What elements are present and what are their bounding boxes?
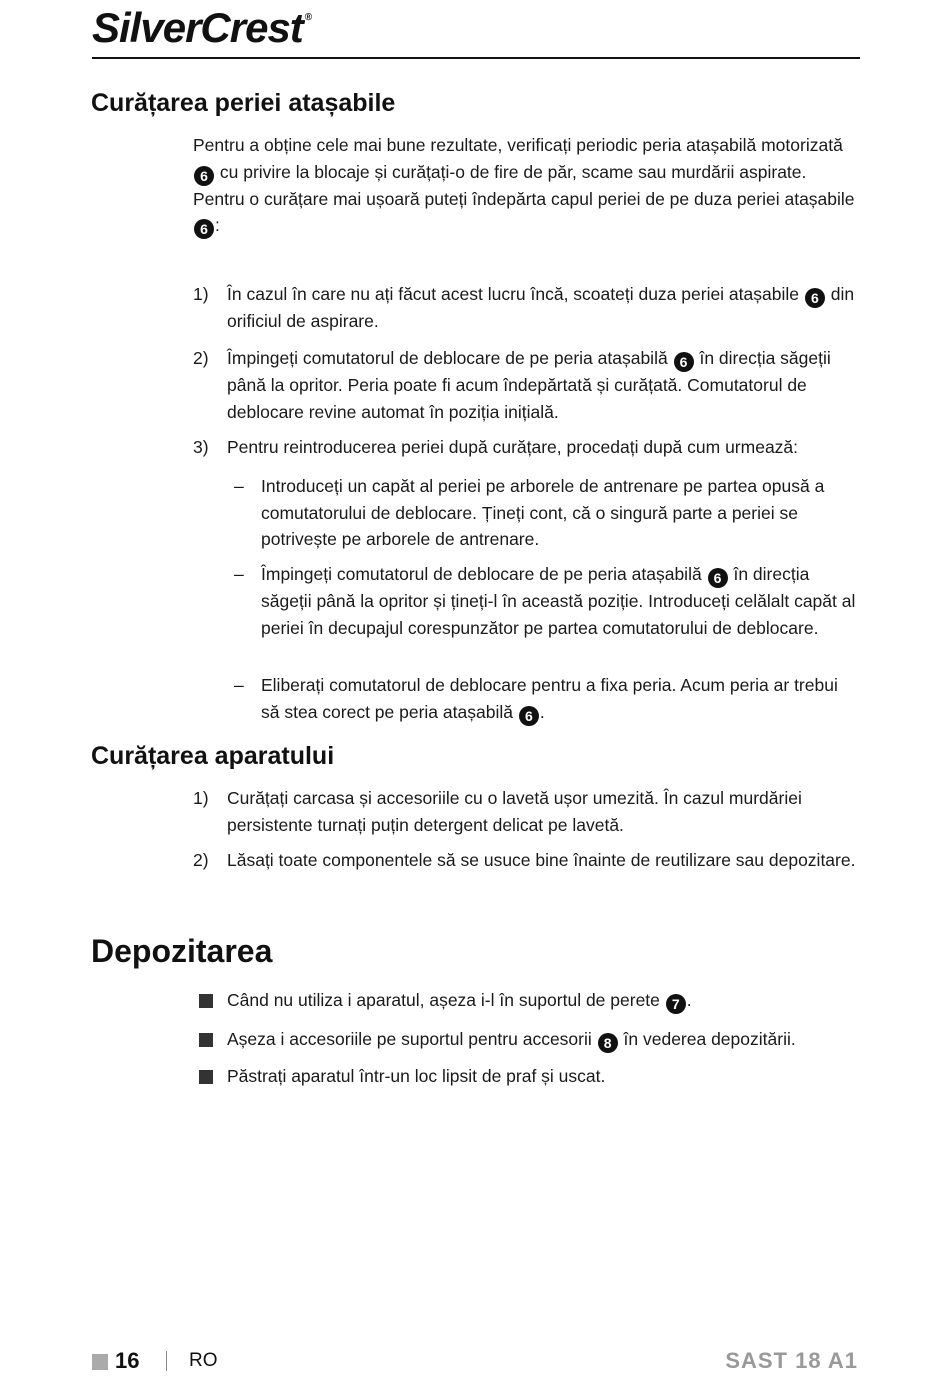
bullet-text: Când nu utiliza i aparatul, așeza i-l în suportul de perete 7 . [227,990,692,1012]
section-title-storage: Depozitarea [91,933,273,969]
step-item [193,785,858,838]
intro-text-1: Pentru a obține cele mai bune rezultate, verificați periodic peria atașabilă motorizată 6 cu privire la blocaje și curățați-o de fire de păr, scame sau murdării aspirate. [193,135,843,184]
square-bullet-icon [199,994,213,1008]
step-item [193,434,858,461]
bullet-text: Păstrați aparatul într-un loc lipsit de praf și uscat. [227,1066,606,1086]
dash-marker: – [234,564,244,584]
footer-square-icon [92,1354,108,1370]
step-text: Curățați carcasa și accesoriile cu o lavetă ușor umezită. În cazul murdăriei persistente turnați puțin detergent delicat pe lavetă. [227,788,802,835]
reference-number-badge: 8 [598,1033,618,1053]
reference-number-badge: 7 [666,994,686,1014]
dash-marker: – [234,675,244,695]
reference-number-badge: 6 [519,706,539,726]
square-bullet-icon [199,1033,213,1047]
step-item [193,847,858,874]
brand-logo [92,4,311,52]
square-bullet-icon [199,1070,213,1084]
dash-marker: – [234,476,244,496]
reference-number-badge: 6 [194,166,214,186]
registered-mark: ® [304,12,312,23]
reference-number-badge: 6 [708,568,728,588]
step-number: 1) [193,788,209,808]
step-item [193,345,858,425]
sub-step-text: Împingeți comutatorul de deblocare de pe peria atașabilă 6 în direcția săgeții până la opritor și țineți-l în această poziție. Introduceți celălalt capăt al periei în decupajul corespunzător pe partea comutatorului de deblocare. [261,564,856,638]
footer-separator [166,1351,167,1371]
step-number: 3) [193,437,209,457]
reference-number-badge: 6 [805,288,825,308]
step-number: 2) [193,850,209,870]
page-number: 16 [115,1348,140,1373]
header-divider [92,57,860,59]
step-text: Lăsați toate componentele să se usuce bine înainte de reutilizare sau depozitare. [227,850,856,870]
reference-number-badge: 6 [674,352,694,372]
step-text: Pentru reintroducerea periei după curățare, procedați după cum urmează: [227,437,799,457]
step-number: 1) [193,284,209,304]
model-number: SAST 18 A1 [725,1348,858,1373]
brand-name: SilverCrest [92,4,303,51]
bullet-item [199,987,859,1014]
reference-number-badge: 6 [194,219,214,239]
step-text: Împingeți comutatorul de deblocare de pe peria atașabilă 6 în direcția săgeții până la opritor. Peria poate fi acum îndepărtată și curățată. Comutatorul de deblocare revine automat în poziția inițială. [227,348,831,422]
sub-step-item [234,561,858,641]
bullet-item [199,1026,859,1053]
intro-text-2: Pentru o curățare mai ușoară puteți îndepărta capul periei de pe duza periei atașabile 6 : [193,188,855,237]
bullet-item [199,1063,859,1090]
language-code: RO [189,1350,218,1371]
step-item [193,281,858,335]
page-footer [0,1348,950,1376]
sub-step-text: Introduceți un capăt al periei pe arborele de antrenare pe partea opusă a comutatorului de deblocare. Țineți cont, că o singură parte a periei se potrivește pe arborele de antrenare. [261,476,825,549]
bullet-text: Așeza i accesoriile pe suportul pentru accesorii 8 în vederea depozitării. [227,1029,796,1051]
section-title-device-cleaning: Curățarea aparatului [91,742,335,770]
section-title-brush-cleaning: Curățarea periei atașabile [91,89,396,117]
sub-step-item [234,672,858,726]
sub-step-item [234,473,858,553]
step-text: În cazul în care nu ați făcut acest lucru încă, scoateți duza periei atașabile 6 din orificiul de aspirare. [227,284,855,331]
intro-paragraph [193,132,858,239]
sub-step-text: Eliberați comutatorul de deblocare pentru a fixa peria. Acum peria ar trebui să stea corect pe peria atașabilă 6 . [261,675,838,724]
step-number: 2) [193,348,209,368]
